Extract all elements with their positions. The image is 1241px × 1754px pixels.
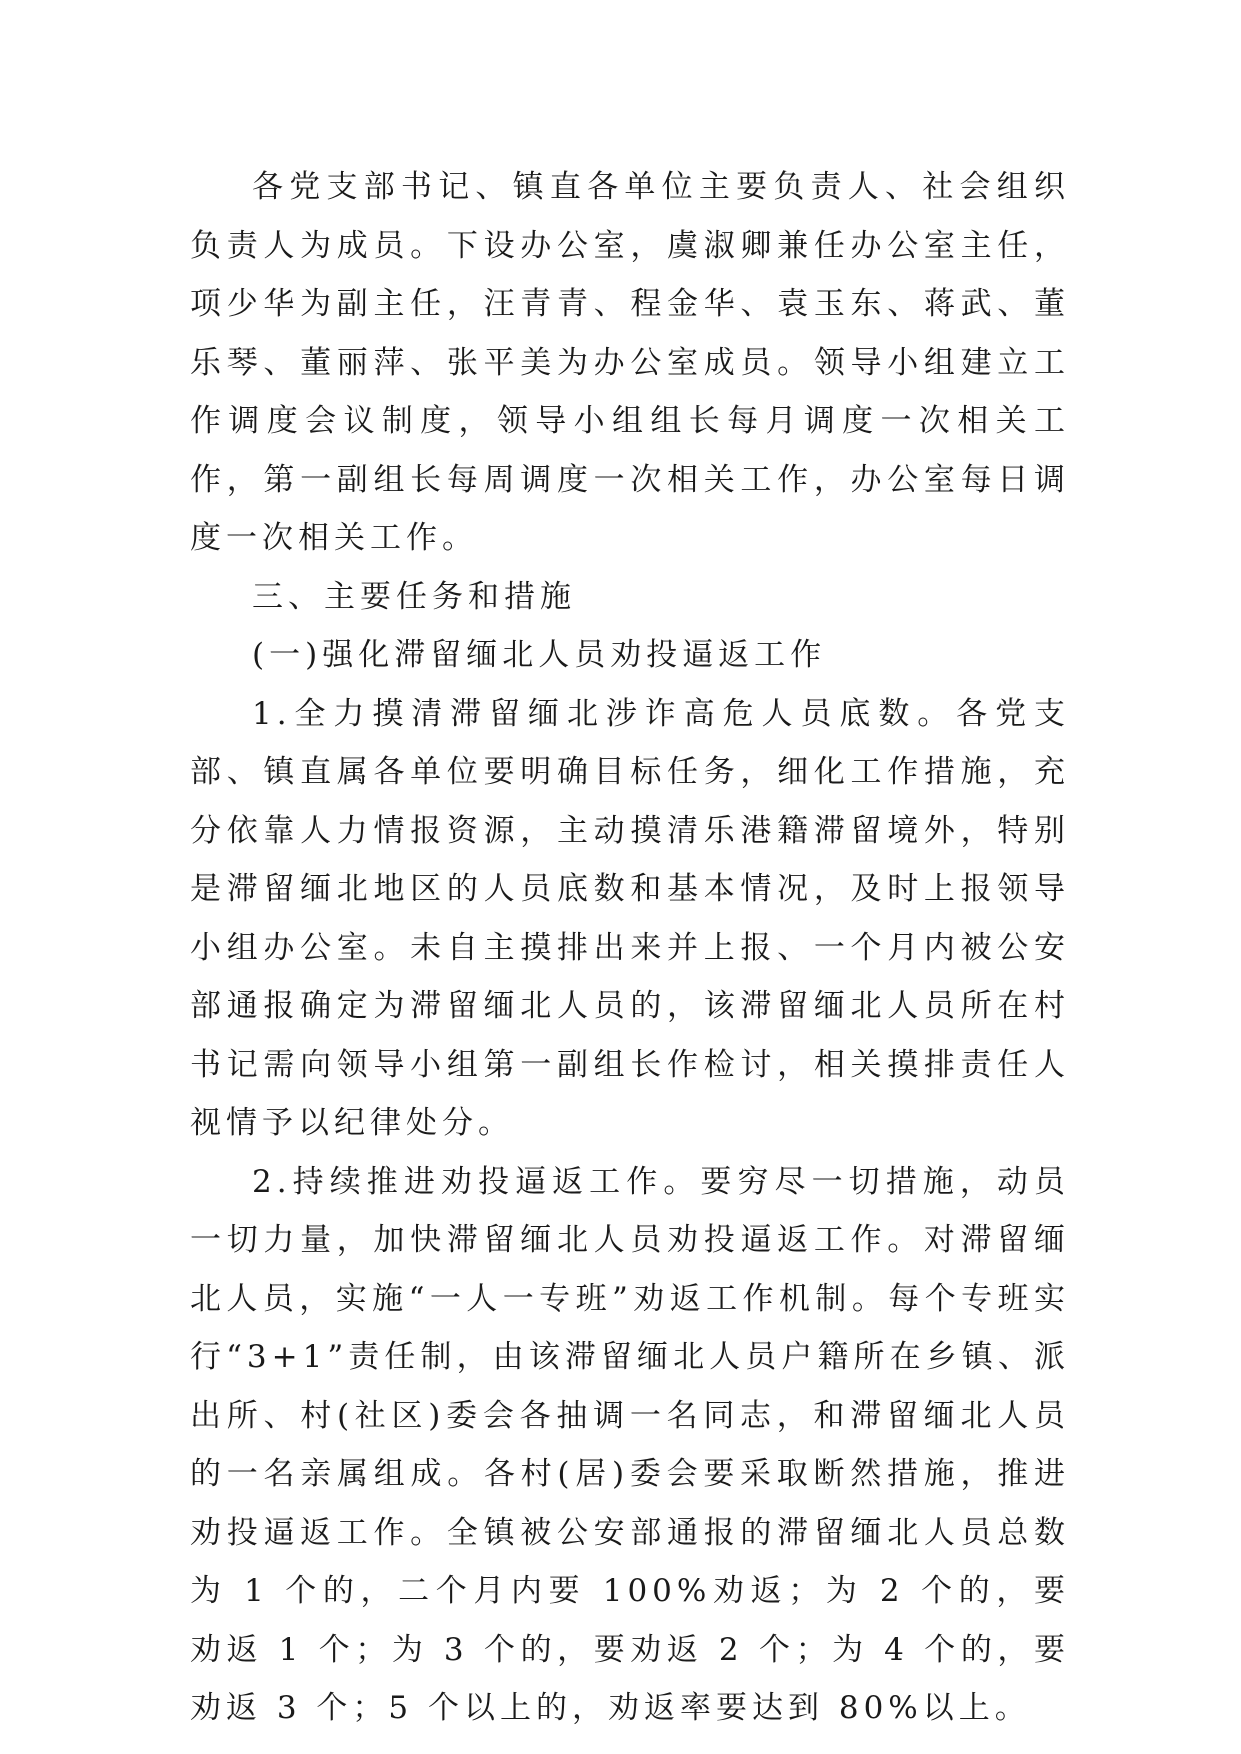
paragraph-item-1: 1.全力摸清滞留缅北涉诈高危人员底数。各党支部、镇直属各单位要明确目标任务，细化工作措施，充分依靠人力情报资源，主动摸清乐港籍滞留境外，特别是滞留缅北地区的人员底数和基本情况，及时上报领导小组办公室。未自主摸排出来并上报、一个月内被公安部通报确定为滞留缅北人员的，该滞留缅北人员所在村书记需向领导小组第一副组长作检讨，相关摸排责任人视情予以纪律处分。 bbox=[190, 695, 1070, 1141]
document-body bbox=[190, 158, 1070, 1738]
paragraph-office-members: 各党支部书记、镇直各单位主要负责人、社会组织负责人为成员。下设办公室，虞淑卿兼任办公室主任，项少华为副主任，汪青青、程金华、袁玉东、蒋武、董乐琴、董丽萍、张平美为办公室成员。领导小组建立工作调度会议制度，领导小组组长每月调度一次相关工作，第一副组长每周调度一次相关工作，办公室每日调度一次相关工作。 bbox=[190, 169, 1070, 556]
paragraph-item-2: 2.持续推进劝投逼返工作。要穷尽一切措施，动员一切力量，加快滞留缅北人员劝投逼返工作。对滞留缅北人员，实施“一人一专班”劝返工作机制。每个专班实行“3+1”责任制，由该滞留缅北人员户籍所在乡镇、派出所、村(社区)委会各抽调一名同志，和滞留缅北人员的一名亲属组成。各村(居)委会要采取断然措施，推进劝投逼返工作。全镇被公安部通报的滞留缅北人员总数为 1 个的，二个月内要 100%劝返；为 2 个的，要劝返 1 个；为 3 个的，要劝返 2 个；为 4 个的，要劝返 3 个；5 个以上的，劝返率要达到 80%以上。 bbox=[190, 1163, 1070, 1726]
section-heading-main-tasks: 三、主要任务和措施 bbox=[252, 578, 576, 615]
subsection-heading-persuasion-work: (一)强化滞留缅北人员劝投逼返工作 bbox=[252, 637, 827, 673]
